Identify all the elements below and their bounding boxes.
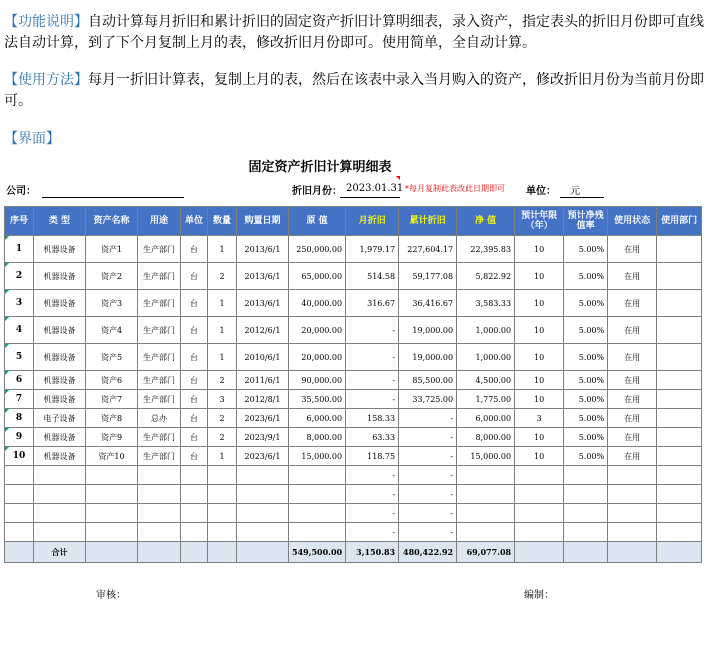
formula-indicator (5, 409, 9, 413)
cell-use[interactable] (138, 523, 181, 542)
cell-qty[interactable]: 2 (208, 428, 237, 447)
cell-net[interactable]: 1,000.00 (457, 344, 515, 371)
col-status: 使用状态 (608, 207, 657, 236)
cell-type[interactable]: 机器设备 (34, 236, 86, 263)
cell-rate[interactable] (564, 466, 608, 485)
cell-net[interactable]: 4,500.00 (457, 371, 515, 390)
cell-name[interactable]: 资产8 (86, 409, 138, 428)
formula-indicator (5, 317, 9, 321)
cell-status[interactable]: 在用 (608, 371, 657, 390)
cell-years[interactable]: 3 (515, 409, 564, 428)
total-monthly: 3,150.83 (346, 542, 399, 563)
cell-status[interactable] (608, 466, 657, 485)
usage-text: 每月一折旧计算表，复制上月的表，然后在该表中录入当月购入的资产，修改折旧月份为当前月份即可。 (4, 72, 704, 109)
cell-qty[interactable]: 3 (208, 390, 237, 409)
cell-net[interactable]: 3,583.33 (457, 290, 515, 317)
seq-number: 8 (15, 413, 23, 423)
cell-type[interactable]: 机器设备 (34, 447, 86, 466)
cell-years[interactable] (515, 466, 564, 485)
cell-years[interactable]: 10 (515, 390, 564, 409)
cell-orig[interactable]: 15,000.00 (289, 447, 346, 466)
cell-use[interactable] (138, 485, 181, 504)
total-cell (564, 542, 608, 563)
table-row (5, 263, 702, 290)
cell-status[interactable] (608, 523, 657, 542)
cell-net[interactable] (457, 504, 515, 523)
col-qty: 数量 (208, 207, 237, 236)
cell-unit[interactable]: 台 (181, 428, 208, 447)
cell-qty[interactable] (208, 523, 237, 542)
cell-monthly[interactable]: - (346, 344, 399, 371)
cell-qty[interactable]: 1 (208, 344, 237, 371)
cell-dept[interactable] (657, 390, 702, 409)
cell-type[interactable] (34, 504, 86, 523)
cell-monthly[interactable]: 316.67 (346, 290, 399, 317)
cell-date[interactable]: 2010/6/1 (237, 344, 289, 371)
cell-accum[interactable]: 19,000.00 (399, 344, 457, 371)
cell-accum[interactable]: 33,725.00 (399, 390, 457, 409)
cell-monthly[interactable]: - (346, 523, 399, 542)
cell-type[interactable] (34, 466, 86, 485)
total-cell (138, 542, 181, 563)
cell-date[interactable]: 2012/6/1 (237, 317, 289, 344)
cell-unit[interactable] (181, 523, 208, 542)
sheet-title: 固定资产折旧计算明细表 (248, 160, 392, 175)
cell-status[interactable] (608, 504, 657, 523)
cell-dept[interactable] (657, 371, 702, 390)
seq-number: 1 (15, 244, 23, 254)
seq[interactable] (5, 466, 34, 485)
cell-type[interactable]: 电子设备 (34, 409, 86, 428)
total-label: 合计 (34, 542, 86, 563)
col-years: 预计年限（年） (515, 207, 564, 236)
cell-orig[interactable] (289, 466, 346, 485)
comment-indicator (396, 176, 400, 180)
col-net: 净 值 (457, 207, 515, 236)
cell-dept[interactable] (657, 409, 702, 428)
cell-qty[interactable] (208, 466, 237, 485)
cell-accum[interactable]: - (399, 485, 457, 504)
cell-years[interactable] (515, 485, 564, 504)
cell-net[interactable]: 15,000.00 (457, 447, 515, 466)
cell-qty[interactable]: 2 (208, 371, 237, 390)
cell-orig[interactable]: 65,000.00 (289, 263, 346, 290)
cell-accum[interactable]: 59,177.08 (399, 263, 457, 290)
prepare-label: 编制： (524, 590, 554, 601)
cell-dept[interactable] (657, 466, 702, 485)
total-row (5, 542, 702, 563)
cell-net[interactable]: 8,000.00 (457, 428, 515, 447)
cell-net[interactable] (457, 485, 515, 504)
cell-type[interactable]: 机器设备 (34, 263, 86, 290)
cell-dept[interactable] (657, 447, 702, 466)
cell-years[interactable]: 10 (515, 263, 564, 290)
cell-name[interactable]: 资产5 (86, 344, 138, 371)
cell-name[interactable] (86, 485, 138, 504)
cell-years[interactable]: 10 (515, 344, 564, 371)
cell-name[interactable]: 资产2 (86, 263, 138, 290)
col-type: 类 型 (34, 207, 86, 236)
ui-section-tag: 【界面】 (4, 131, 60, 147)
cell-date[interactable]: 2013/6/1 (237, 236, 289, 263)
cell-name[interactable] (86, 504, 138, 523)
cell-dept[interactable] (657, 317, 702, 344)
cell-date[interactable]: 2023/9/1 (237, 428, 289, 447)
cell-accum[interactable]: 36,416.67 (399, 290, 457, 317)
cell-orig[interactable]: 8,000.00 (289, 428, 346, 447)
cell-status[interactable]: 在用 (608, 447, 657, 466)
cell-net[interactable]: 1,775.00 (457, 390, 515, 409)
header-row (5, 207, 702, 236)
formula-indicator (5, 236, 9, 240)
cell-orig[interactable]: 35,500.00 (289, 390, 346, 409)
seq[interactable] (5, 428, 34, 447)
cell-orig[interactable] (289, 504, 346, 523)
cell-years[interactable] (515, 504, 564, 523)
col-rate: 预计净残值率 (564, 207, 608, 236)
cell-date[interactable] (237, 466, 289, 485)
cell-rate[interactable]: 5.00% (564, 344, 608, 371)
cell-orig[interactable] (289, 523, 346, 542)
cell-accum[interactable]: - (399, 466, 457, 485)
usage-tag: 【使用方法】 (4, 72, 88, 88)
cell-dept[interactable] (657, 485, 702, 504)
cell-use[interactable]: 生产部门 (138, 344, 181, 371)
formula-indicator (5, 390, 9, 394)
cell-rate[interactable] (564, 485, 608, 504)
total-cell (208, 542, 237, 563)
total-cell (86, 542, 138, 563)
cell-net[interactable]: 1,000.00 (457, 317, 515, 344)
table-row (5, 390, 702, 409)
cell-name[interactable]: 资产6 (86, 371, 138, 390)
cell-years[interactable]: 10 (515, 428, 564, 447)
formula-indicator (5, 428, 9, 432)
seq[interactable] (5, 344, 34, 371)
col-name: 资产名称 (86, 207, 138, 236)
seq-number: 10 (12, 451, 26, 461)
total-accum: 480,422.92 (399, 542, 457, 563)
cell-rate[interactable]: 5.00% (564, 428, 608, 447)
cell-date[interactable]: 2012/8/1 (237, 390, 289, 409)
cell-dept[interactable] (657, 504, 702, 523)
seq-number: 2 (15, 271, 23, 281)
cell-unit[interactable]: 台 (181, 344, 208, 371)
cell-date[interactable] (237, 504, 289, 523)
cell-rate[interactable]: 5.00% (564, 236, 608, 263)
cell-qty[interactable]: 1 (208, 447, 237, 466)
cell-orig[interactable]: 250,000.00 (289, 236, 346, 263)
company-field[interactable] (42, 197, 184, 198)
cell-monthly[interactable]: - (346, 390, 399, 409)
depreciation-table (4, 206, 702, 563)
cell-rate[interactable]: 5.00% (564, 290, 608, 317)
seq[interactable] (5, 263, 34, 290)
cell-rate[interactable] (564, 523, 608, 542)
total-cell (181, 542, 208, 563)
cell-use[interactable] (138, 504, 181, 523)
cell-years[interactable]: 10 (515, 236, 564, 263)
cell-accum[interactable]: 85,500.00 (399, 371, 457, 390)
cell-use[interactable]: 生产部门 (138, 317, 181, 344)
cell-use[interactable]: 生产部门 (138, 290, 181, 317)
month-note: *每月复制此表改此日期即可 (405, 184, 505, 193)
cell-accum[interactable]: - (399, 523, 457, 542)
cell-type[interactable]: 机器设备 (34, 344, 86, 371)
cell-rate[interactable]: 5.00% (564, 390, 608, 409)
seq[interactable] (5, 236, 34, 263)
table-row (5, 485, 702, 504)
seq-number: 3 (15, 298, 23, 308)
cell-dept[interactable] (657, 428, 702, 447)
cell-unit[interactable]: 台 (181, 290, 208, 317)
col-orig: 原 值 (289, 207, 346, 236)
cell-monthly[interactable]: 118.75 (346, 447, 399, 466)
cell-date[interactable] (237, 485, 289, 504)
seq[interactable] (5, 390, 34, 409)
seq-number: 9 (15, 432, 23, 442)
cell-date[interactable]: 2023/6/1 (237, 447, 289, 466)
cell-accum[interactable]: - (399, 428, 457, 447)
cell-type[interactable]: 机器设备 (34, 317, 86, 344)
cell-name[interactable]: 资产4 (86, 317, 138, 344)
cell-date[interactable] (237, 523, 289, 542)
cell-name[interactable]: 资产9 (86, 428, 138, 447)
cell-status[interactable] (608, 485, 657, 504)
seq[interactable] (5, 447, 34, 466)
month-underline (340, 197, 400, 198)
table-row (5, 447, 702, 466)
cell-years[interactable]: 10 (515, 447, 564, 466)
cell-unit[interactable] (181, 466, 208, 485)
cell-accum[interactable]: 227,604.17 (399, 236, 457, 263)
col-unit: 单位 (181, 207, 208, 236)
total-cell (657, 542, 702, 563)
seq[interactable] (5, 290, 34, 317)
cell-net[interactable]: 6,000.00 (457, 409, 515, 428)
cell-rate[interactable]: 5.00% (564, 447, 608, 466)
col-accum: 累计折旧 (399, 207, 457, 236)
cell-unit[interactable]: 台 (181, 371, 208, 390)
cell-use[interactable]: 生产部门 (138, 390, 181, 409)
seq[interactable] (5, 504, 34, 523)
cell-monthly[interactable]: - (346, 504, 399, 523)
cell-unit[interactable]: 台 (181, 409, 208, 428)
function-text: 自动计算每月折旧和累计折旧的固定资产折旧计算明细表，录入资产，指定表头的折旧月份即可直线法自动计算，到了下个月复制上月的表，修改折旧月份即可。使用简单，全自动计算。 (4, 14, 704, 51)
cell-use[interactable]: 生产部门 (138, 447, 181, 466)
cell-monthly[interactable]: - (346, 466, 399, 485)
cell-type[interactable] (34, 485, 86, 504)
table-row (5, 428, 702, 447)
cell-qty[interactable] (208, 485, 237, 504)
cell-qty[interactable]: 1 (208, 236, 237, 263)
cell-type[interactable]: 机器设备 (34, 390, 86, 409)
table-row (5, 236, 702, 263)
cell-unit[interactable]: 台 (181, 317, 208, 344)
col-monthly: 月折旧 (346, 207, 399, 236)
usage-description (4, 70, 704, 112)
cell-rate[interactable]: 5.00% (564, 409, 608, 428)
cell-monthly[interactable]: - (346, 485, 399, 504)
cell-orig[interactable]: 6,000.00 (289, 409, 346, 428)
seq[interactable] (5, 317, 34, 344)
cell-accum[interactable]: - (399, 409, 457, 428)
seq-number: 7 (15, 394, 23, 404)
seq-number: 6 (15, 375, 23, 385)
formula-indicator (5, 344, 9, 348)
seq-number: 5 (15, 352, 23, 362)
table-row (5, 344, 702, 371)
cell-orig[interactable] (289, 485, 346, 504)
cell-status[interactable]: 在用 (608, 236, 657, 263)
total-cell (237, 542, 289, 563)
cell-name[interactable]: 资产3 (86, 290, 138, 317)
cell-date[interactable]: 2011/6/1 (237, 371, 289, 390)
cell-use[interactable]: 生产部门 (138, 263, 181, 290)
cell-orig[interactable]: 20,000.00 (289, 344, 346, 371)
cell-monthly[interactable]: 158.33 (346, 409, 399, 428)
cell-dept[interactable] (657, 290, 702, 317)
cell-type[interactable] (34, 523, 86, 542)
table-row (5, 466, 702, 485)
cell-qty[interactable]: 1 (208, 290, 237, 317)
cell-unit[interactable]: 台 (181, 236, 208, 263)
cell-name[interactable]: 资产10 (86, 447, 138, 466)
cell-qty[interactable]: 1 (208, 317, 237, 344)
cell-unit[interactable] (181, 504, 208, 523)
cell-orig[interactable]: 20,000.00 (289, 317, 346, 344)
cell-accum[interactable]: 19,000.00 (399, 317, 457, 344)
cell-date[interactable]: 2013/6/1 (237, 290, 289, 317)
cell-dept[interactable] (657, 263, 702, 290)
unit-underline (560, 197, 604, 198)
total-cell (515, 542, 564, 563)
seq[interactable] (5, 409, 34, 428)
cell-qty[interactable]: 2 (208, 409, 237, 428)
col-date: 购置日期 (237, 207, 289, 236)
cell-net[interactable] (457, 466, 515, 485)
unit-value: 元 (570, 186, 580, 197)
formula-indicator (5, 290, 9, 294)
cell-use[interactable]: 生产部门 (138, 428, 181, 447)
table-row (5, 409, 702, 428)
cell-use[interactable] (138, 466, 181, 485)
cell-date[interactable]: 2023/6/1 (237, 409, 289, 428)
cell-qty[interactable]: 2 (208, 263, 237, 290)
cell-rate[interactable] (564, 504, 608, 523)
cell-unit[interactable] (181, 485, 208, 504)
month-value[interactable]: 2023.01.31 (346, 183, 404, 194)
cell-date[interactable]: 2013/6/1 (237, 263, 289, 290)
formula-indicator (5, 371, 9, 375)
cell-monthly[interactable]: 514.58 (346, 263, 399, 290)
cell-use[interactable]: 生产部门 (138, 236, 181, 263)
cell-use[interactable]: 生产部门 (138, 371, 181, 390)
cell-name[interactable] (86, 523, 138, 542)
cell-status[interactable]: 在用 (608, 317, 657, 344)
cell-years[interactable] (515, 523, 564, 542)
cell-dept[interactable] (657, 523, 702, 542)
company-label: 公司： (6, 186, 36, 197)
col-seq: 序号 (5, 207, 34, 236)
cell-rate[interactable]: 5.00% (564, 371, 608, 390)
cell-name[interactable]: 资产1 (86, 236, 138, 263)
cell-years[interactable]: 10 (515, 290, 564, 317)
cell-type[interactable]: 机器设备 (34, 428, 86, 447)
table-row (5, 504, 702, 523)
cell-qty[interactable] (208, 504, 237, 523)
unit-label: 单位： (526, 186, 556, 197)
cell-status[interactable]: 在用 (608, 428, 657, 447)
cell-monthly[interactable]: - (346, 371, 399, 390)
cell-dept[interactable] (657, 236, 702, 263)
cell-unit[interactable]: 台 (181, 447, 208, 466)
cell-net[interactable] (457, 523, 515, 542)
cell-net[interactable]: 22,395.83 (457, 236, 515, 263)
table-row (5, 371, 702, 390)
cell-orig[interactable]: 90,000.00 (289, 371, 346, 390)
total-net: 69,077.08 (457, 542, 515, 563)
cell-status[interactable]: 在用 (608, 290, 657, 317)
seq[interactable] (5, 523, 34, 542)
table-row (5, 317, 702, 344)
cell-monthly[interactable]: - (346, 317, 399, 344)
cell-dept[interactable] (657, 344, 702, 371)
formula-indicator (5, 447, 9, 451)
cell-status[interactable]: 在用 (608, 263, 657, 290)
cell-net[interactable]: 5,822.92 (457, 263, 515, 290)
function-description (4, 12, 704, 54)
cell-monthly[interactable]: 63.33 (346, 428, 399, 447)
cell-type[interactable]: 机器设备 (34, 371, 86, 390)
seq[interactable] (5, 485, 34, 504)
table-row (5, 290, 702, 317)
cell-unit[interactable]: 台 (181, 390, 208, 409)
cell-name[interactable] (86, 466, 138, 485)
total-cell (5, 542, 34, 563)
col-dept: 使用部门 (657, 207, 702, 236)
cell-name[interactable]: 资产7 (86, 390, 138, 409)
review-label: 审核： (96, 590, 126, 601)
cell-use[interactable]: 总办 (138, 409, 181, 428)
cell-status[interactable]: 在用 (608, 390, 657, 409)
cell-type[interactable]: 机器设备 (34, 290, 86, 317)
function-tag: 【功能说明】 (4, 14, 88, 30)
cell-orig[interactable]: 40,000.00 (289, 290, 346, 317)
cell-unit[interactable]: 台 (181, 263, 208, 290)
total-orig: 549,500.00 (289, 542, 346, 563)
cell-rate[interactable]: 5.00% (564, 263, 608, 290)
cell-years[interactable]: 10 (515, 317, 564, 344)
cell-years[interactable]: 10 (515, 371, 564, 390)
month-label: 折旧月份： (292, 186, 342, 197)
cell-accum[interactable]: - (399, 447, 457, 466)
cell-monthly[interactable]: 1,979.17 (346, 236, 399, 263)
formula-indicator (5, 263, 9, 267)
cell-status[interactable]: 在用 (608, 344, 657, 371)
seq-number: 4 (15, 325, 23, 335)
col-use: 用途 (138, 207, 181, 236)
cell-status[interactable]: 在用 (608, 409, 657, 428)
cell-accum[interactable]: - (399, 504, 457, 523)
total-cell (608, 542, 657, 563)
cell-rate[interactable]: 5.00% (564, 317, 608, 344)
table-row (5, 523, 702, 542)
seq[interactable] (5, 371, 34, 390)
